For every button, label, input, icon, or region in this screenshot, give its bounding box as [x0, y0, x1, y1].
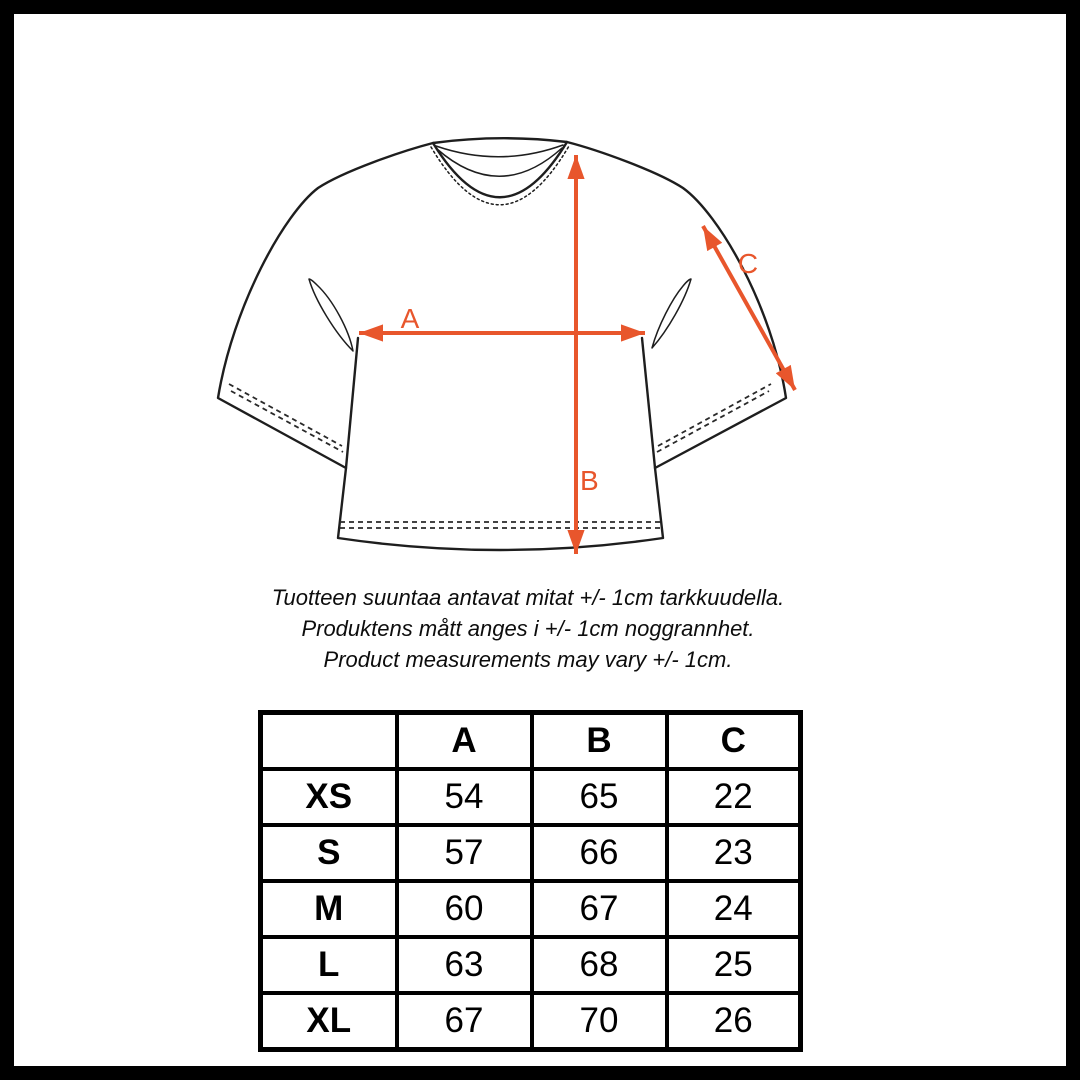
cell-value: 54: [397, 769, 532, 825]
table-row-m: [261, 881, 801, 937]
column-header-a: A: [397, 713, 532, 770]
tshirt-drawing: [218, 138, 786, 550]
column-header-b: B: [532, 713, 667, 770]
cell-value: 67: [397, 993, 532, 1050]
table-row-s: [261, 825, 801, 881]
cell-value: 65: [532, 769, 667, 825]
tolerance-note-english: Product measurements may vary +/- 1cm.: [323, 647, 733, 672]
cell-value: 23: [667, 825, 801, 881]
arrow-label-c: C: [737, 248, 759, 279]
cell-value: 24: [667, 881, 801, 937]
cell-value: 22: [667, 769, 801, 825]
size-table-header-row: [261, 713, 801, 770]
arrow-label-b: B: [580, 465, 599, 496]
size-label: M: [261, 881, 397, 937]
size-label: S: [261, 825, 397, 881]
size-label: XL: [261, 993, 397, 1050]
size-table: [258, 710, 803, 1052]
cell-value: 57: [397, 825, 532, 881]
tolerance-note: [0, 582, 1056, 675]
corner-cell: [261, 713, 397, 770]
cell-value: 70: [532, 993, 667, 1050]
cell-value: 26: [667, 993, 801, 1050]
table-row-xs: [261, 769, 801, 825]
cell-value: 60: [397, 881, 532, 937]
table-row-l: [261, 937, 801, 993]
cell-value: 68: [532, 937, 667, 993]
tolerance-note-finnish: Tuotteen suuntaa antavat mitat +/- 1cm tarkkuudella.: [271, 585, 785, 610]
cell-value: 63: [397, 937, 532, 993]
cell-value: 67: [532, 881, 667, 937]
size-label: XS: [261, 769, 397, 825]
arrow-label-a: A: [400, 303, 420, 334]
tolerance-note-swedish: Produktens mått anges i +/- 1cm noggrannhet.: [301, 616, 755, 641]
table-row-xl: [261, 993, 801, 1050]
cell-value: 25: [667, 937, 801, 993]
size-label: L: [261, 937, 397, 993]
column-header-c: C: [667, 713, 801, 770]
cell-value: 66: [532, 825, 667, 881]
